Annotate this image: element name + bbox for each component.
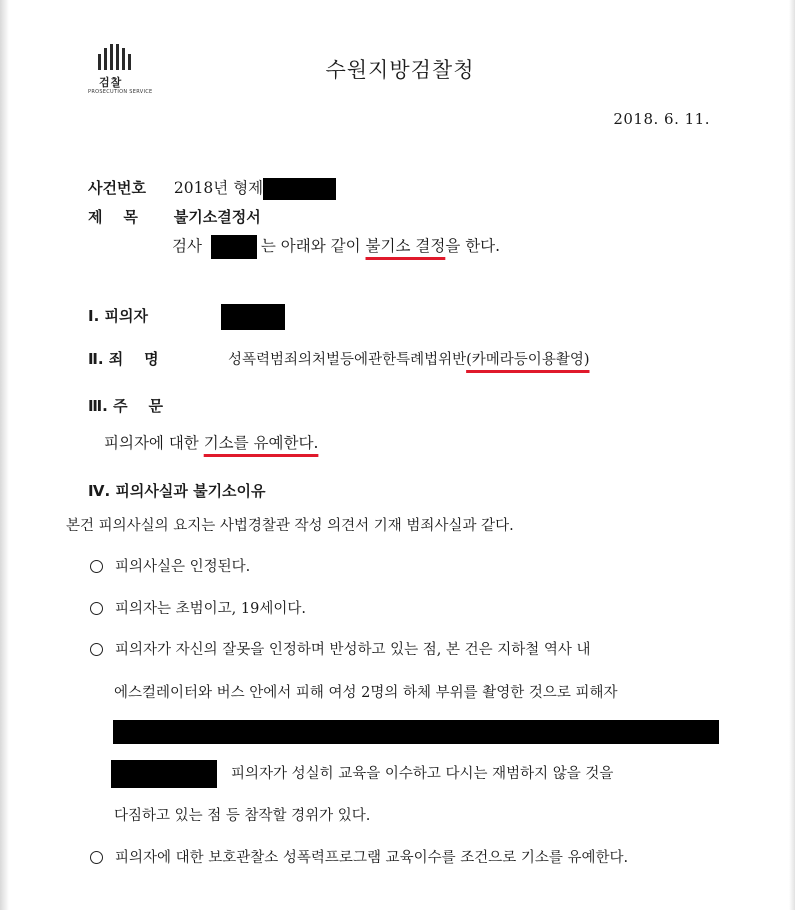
redaction-block	[221, 304, 285, 330]
logo-english-text: PROSECUTION SERVICE	[88, 89, 153, 95]
charge-highlight: (카메라등이용촬영)	[466, 352, 590, 368]
order-highlight: 기소를 유예한다.	[203, 434, 319, 452]
fact-item-4: 피의자에 대한 보호관찰소 성폭력프로그램 교육이수를 조건으로 기소를 유예한다.	[90, 846, 628, 867]
charge-row	[88, 348, 159, 369]
bullet-circle-icon	[90, 560, 103, 573]
scan-edge-left	[0, 0, 9, 910]
bullet-circle-icon	[90, 602, 103, 615]
fact-item-3-line-1: 피의자가 자신의 잘못을 인정하며 반성하고 있는 점, 본 건은 지하철 역사 내	[90, 638, 591, 659]
case-number-label: 사건번호	[88, 179, 146, 197]
logo-emblem-icon	[98, 44, 132, 70]
fact-item-3-line-5: 다짐하고 있는 점 등 참작할 경위가 있다.	[114, 808, 371, 824]
prosecutor-prefix: 검사	[172, 237, 202, 255]
fact-item-3-line-2: 에스컬레이터와 버스 안에서 피해 여성 2명의 하체 부위를 촬영한 것으로 피해자	[114, 685, 618, 701]
title-label: 제 목	[88, 208, 138, 226]
intro-middle: 는 아래와 같이	[260, 237, 366, 255]
document-type: 불기소결정서	[173, 208, 261, 226]
facts-label: Ⅳ. 피의사실과 불기소이유	[88, 482, 266, 500]
charge-main: 성폭력범죄의처벌등에관한특례법위반	[228, 352, 467, 368]
logo-korean-text: 검찰	[99, 76, 123, 89]
title-row	[88, 206, 261, 227]
bullet-circle-icon	[90, 643, 103, 656]
document-date: 2018. 6. 11.	[613, 110, 710, 128]
prosecution-logo	[88, 44, 153, 100]
redaction-block	[111, 760, 217, 788]
redaction-block	[263, 178, 336, 200]
case-number-value: 2018년 형제	[173, 179, 264, 197]
redaction-block-wide	[113, 720, 719, 744]
fact-item-3-line-4: 피의자가 성실히 교육을 이수하고 다시는 재범하지 않을 것을	[111, 760, 613, 788]
order-label: Ⅲ. 주 문	[88, 397, 163, 415]
intro-highlight: 불기소 결정	[365, 237, 446, 255]
agency-title: 수원지방검찰청	[325, 58, 475, 82]
scan-edge-right	[789, 0, 795, 910]
order-row	[88, 395, 163, 416]
order-prefix: 피의자에 대한	[104, 434, 204, 452]
case-number-row	[88, 176, 336, 200]
bullet-circle-icon	[90, 851, 103, 864]
intro-sentence	[172, 234, 500, 259]
intro-suffix: 을 한다.	[445, 237, 501, 255]
redaction-block	[211, 235, 257, 259]
suspect-row	[88, 304, 285, 330]
charge-label: Ⅱ. 죄 명	[88, 350, 159, 368]
suspect-label: Ⅰ. 피의자	[88, 307, 148, 325]
order-text	[104, 431, 318, 453]
charge-text	[228, 348, 590, 369]
facts-row	[88, 480, 266, 501]
fact-item-2: 피의자는 초범이고, 19세이다.	[90, 597, 306, 618]
fact-item-1: 피의사실은 인정된다.	[90, 555, 250, 576]
facts-intro: 본건 피의사실의 요지는 사법경찰관 작성 의견서 기재 범죄사실과 같다.	[66, 518, 514, 534]
